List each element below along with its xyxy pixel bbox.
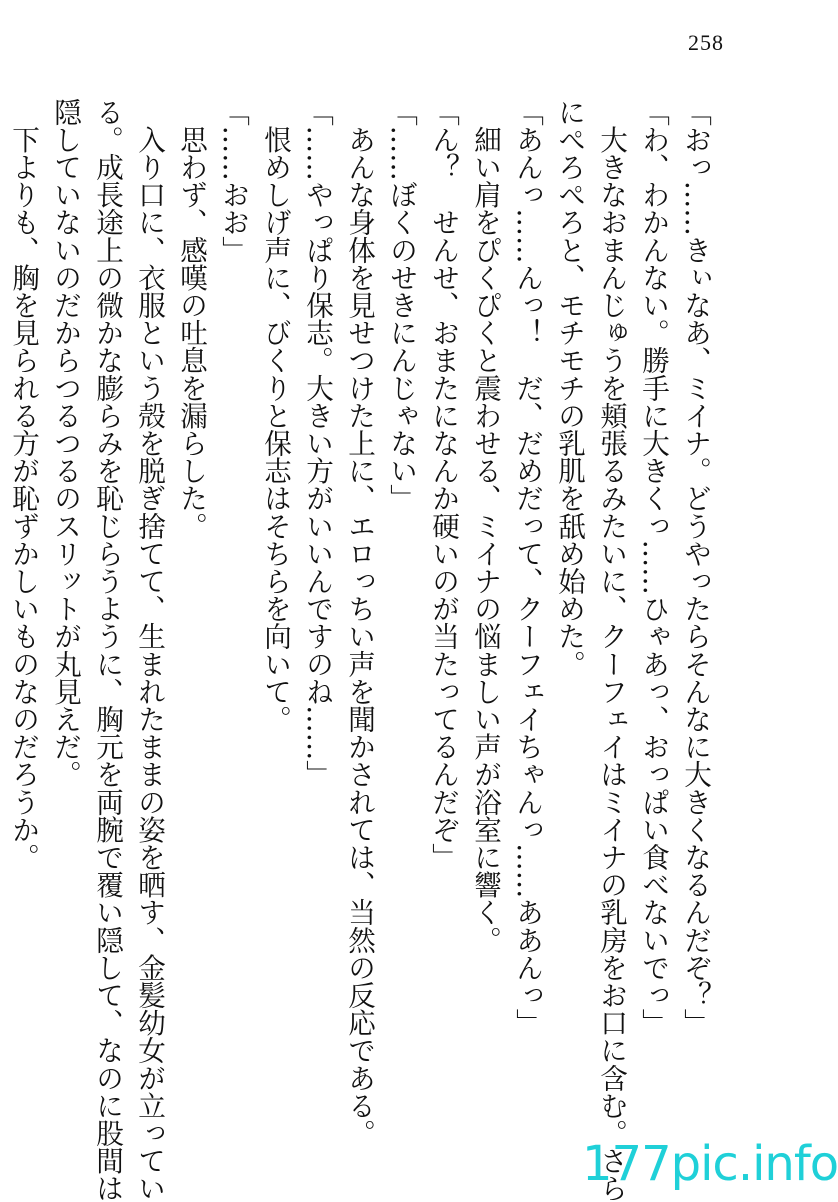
text-line: 隠していないのだからつるつるのスリットが丸見えだ。: [49, 98, 82, 788]
text-line: 大きなおまんじゅうを頬張るみたいに、クーフェイはミイナの乳房をお口に含む。さら: [595, 98, 628, 1202]
text-line: 思わず、感嘆の吐息を漏らした。: [175, 98, 208, 540]
page-number: 258: [688, 30, 724, 55]
text-line: にぺろぺろと、モチモチの乳肌を舐め始めた。: [553, 98, 586, 678]
text-line: 恨めしげ声に、びくりと保志はそちらを向いて。: [259, 98, 292, 733]
text-line: る。成長途上の微かな膨らみを恥じらうように、胸元を両腕で覆い隠して、なのに股間は: [91, 98, 124, 1202]
text-line: 「……おお」: [217, 98, 250, 264]
text-line: 「あんっ……んっ！ だ、だめだって、クーフェイちゃんっ……ああんっ」: [511, 98, 544, 1037]
text-line: あんな身体を見せつけた上に、エロっちい声を聞かされては、当然の反応である。: [343, 98, 376, 1147]
text-line: 入り口に、衣服という殻を脱ぎ捨てて、生まれたままの姿を晒す、金髪幼女が立ってい: [133, 98, 166, 1202]
text-line: 「……やっぱり保志。大きい方がいいんですのね……」: [301, 98, 334, 788]
watermark: 177pic.info: [582, 1136, 838, 1192]
text-line: 下よりも、胸を見られる方が恥ずかしいものなのだろうか。: [7, 98, 40, 871]
text-line: 「……ぼくのせきにんじゃない」: [385, 98, 418, 512]
text-line: 「わ、わかんない。勝手に大きくっ……ひゃあっ、おっぱい食べないでっ」: [637, 98, 670, 1037]
text-line: 「ん？ せんせ、おまたになんか硬いのが当たってるんだぞ」: [427, 98, 460, 871]
text-line: 細い肩をぴくぴくと震わせる、ミイナの悩ましい声が浴室に響く。: [469, 98, 502, 954]
text-line: 「おっ……きぃなあ、ミイナ。どうやったらそんなに大きくなるんだぞ？」: [679, 98, 712, 1037]
